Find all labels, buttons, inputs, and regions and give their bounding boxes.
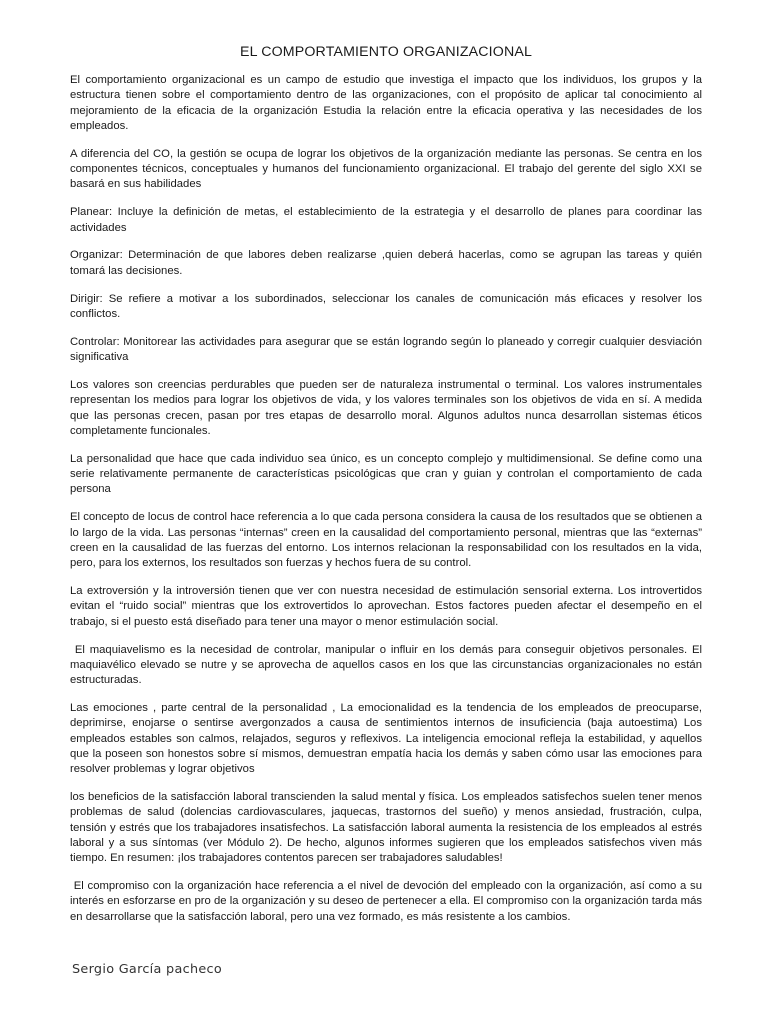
document-page <box>70 44 706 938</box>
paragraph-locus-control: El concepto de locus de control hace referencia a lo que cada persona considera la causa de los resultados que se obtienen a lo largo de la vida. Las personas “internas” creen en la causalidad del comportamiento personal, mientras que las “externas” creen en la causalidad de las fuerzas del entorno. Los internos relacionan la responsabilidad con los resultados en la vida, pero, para los externos, los resultados son fuerzas y hechos fuera de su control. <box>70 511 702 570</box>
paragraph-personalidad: La personalidad que hace que cada individuo sea único, es un concepto complejo y multidimensional. Se define como una serie relativamente permanente de características psicológicas que cran y guian y controlan el comportamiento de cada persona <box>70 452 702 496</box>
paragraph-organizar: Organizar: Determinación de que labores deben realizarse ,quien deberá hacerlas, como se agrupan las tareas y quién tomará las decisiones. <box>70 249 702 277</box>
paragraph-maquiavelismo: El maquiavelismo es la necesidad de controlar, manipular o influir en los demás para conseguir objetivos personales. El maquiavélico elevado se nutre y se aprovecha de aquellos casos en los que las circunstancias organizacionales no están estructuradas. <box>70 643 706 687</box>
paragraph-satisfaccion: los beneficios de la satisfacción laboral transcienden la salud mental y física. Los empleados satisfechos suelen tener menos problemas de salud (dolencias cardiovasculares, jaquecas, trastornos del sueño) y menos ansiedad, frustración, culpa, tensión y estrés que los trabajadores insatisfechos. La satisfacción laboral aumenta la resistencia de los empleados al estrés laboral y a sus síntomas (ver Módulo 2). De hecho, algunos informes sugieren que los empleados satisfechos viven más tiempo. En resumen: ¡los trabajadores contentos parecen ser trabajadores saludables! <box>70 791 702 865</box>
document-title: EL COMPORTAMIENTO ORGANIZACIONAL <box>239 44 532 60</box>
paragraph-valores: Los valores son creencias perdurables que pueden ser de naturaleza instrumental o terminal. Los valores instrumentales representan los medios para lograr los objetivos de vida, y los valores terminales son los objetivos de vida en sí. A medida que las personas crecen, pasan por tres etapas de desarrollo moral. Algunos adultos nunca desarrollan sistemas éticos completamente funcionales. <box>70 379 702 437</box>
paragraph-co-definition: El comportamiento organizacional es un campo de estudio que investiga el impacto que los individuos, los grupos y la estructura tienen sobre el comportamiento dentro de las organizaciones, con el propósito de aplicar tal conocimiento al mejoramiento de la eficacia de la organización Estudia la relación entre la eficacia operativa y las necesidades de los empleados. <box>70 74 702 132</box>
paragraph-extroversion: La extroversión y la introversión tienen que ver con nuestra necesidad de estimulación sensorial externa. Los introvertidos evitan el “ruido social” mientras que los extrovertidos lo aprovechan. Estos factores pueden afectar el desempeño en el trabajo, si el puesto está diseñado para tener una mayor o menor estimulación social. <box>70 585 702 628</box>
paragraph-dirigir: Dirigir: Se refiere a motivar a los subordinados, seleccionar los canales de comunicación más eficaces y resolver los conflictos. <box>70 292 702 320</box>
paragraph-compromiso: El compromiso con la organización hace referencia a el nivel de devoción del empleado con la organización, así como a su interés en esforzarse en pro de la organización y su deseo de pertenecer a ella. El compromiso con la organización tarda más en desarrollarse que la satisfacción laboral, pero una vez formado, es más resistente a los cambios. <box>70 880 706 923</box>
paragraph-controlar: Controlar: Monitorear las actividades para asegurar que se están logrando según lo planeado y corregir cualquier desviación significativa <box>70 335 702 364</box>
paragraph-planear: Planear: Incluye la definición de metas, el establecimiento de la estrategia y el desarrollo de planes para coordinar las actividades <box>70 206 702 234</box>
author-signature: Sergio García pacheco <box>72 962 222 977</box>
paragraph-emociones: Las emociones , parte central de la personalidad , La emocionalidad es la tendencia de los empleados de preocuparse, deprimirse, enojarse o sentirse avergonzados a causa de sentimientos internos de insuficiencia (baja autoestima) Los empleados estables son calmos, relajados, seguros y reflexivos. La inteligencia emocional refleja la estabilidad, y aquellos que la poseen son honestos sobre sí mismos, demuestran empatía hacia los demás y saben cómo usar las emociones para resolver problemas y lograr objetivos <box>70 702 702 776</box>
paragraph-gestion: A diferencia del CO, la gestión se ocupa de lograr los objetivos de la organización mediante las personas. Se centra en los componentes técnicos, conceptuales y humanos del funcionamiento organizacional. El trabajo del gerente del siglo XXI se basará en sus habilidades <box>70 147 702 191</box>
